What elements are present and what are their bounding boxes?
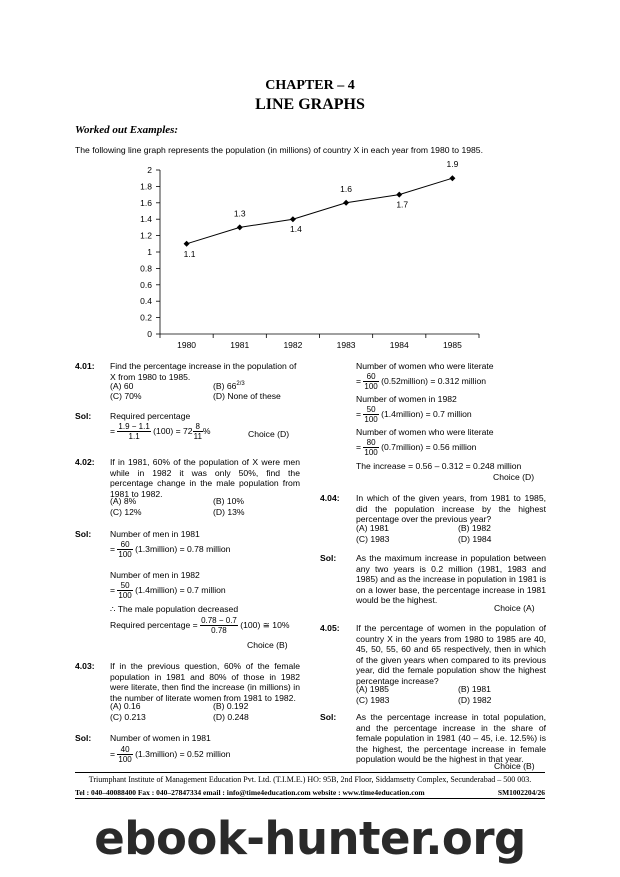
q403-number: 4.03: (75, 661, 95, 671)
q404-option-c: (C) 1983 (356, 534, 390, 544)
population-line-chart (0, 0, 620, 360)
y-tick-label: 0.4 (140, 296, 152, 307)
q401-option-b-fraction: 2/3 (236, 381, 245, 387)
q405-text: If the percentage of women in the population of country X in the years from 1980 to 1985 are 40, 45, 50, 55, 60 and 65 respectively, then in which of the given years when compared to its previous year, did the female population show the highest percentage increase? (356, 623, 546, 686)
sol405-text: As the percentage increase in total population, and the percentage increase in the share of female population in 1981 (40 – 45, i.e. 12.5%) is the highest, the percentage increase in female population would be the highest in that year. (356, 712, 546, 765)
chart-axes (160, 170, 479, 334)
q403-option-a: (A) 0.16 (110, 701, 141, 711)
q402-number: 4.02: (75, 457, 95, 467)
sol403-label: Sol: (75, 733, 92, 743)
sol402-eq2: = $\frac{50}{100}$ (1.4million) = 0.7 million (110, 581, 226, 600)
y-tick-label: 0 (147, 329, 152, 339)
sol403-line2: Number of women who were literate (356, 361, 494, 371)
q402-option-b: (B) 10% (213, 496, 245, 506)
sol402-line2: Number of men in 1982 (110, 570, 200, 580)
footer-code: SM1002204/26 (497, 788, 545, 797)
footer-contact (75, 788, 545, 797)
q404-text: In which of the given years, from 1981 to 1985, did the population increase by the highest percentage over the previous year? (356, 493, 546, 525)
sol402-line3: ∴ The male population decreased (110, 604, 239, 614)
data-point-marker (449, 175, 455, 181)
data-label: 1.1 (183, 248, 196, 259)
data-label: 1.4 (290, 224, 302, 235)
footer-rule-bottom (75, 798, 545, 799)
footer-address: Triumphant Institute of Management Education Pvt. Ltd. (T.I.M.E.) HO: 95B, 2nd Floor, Siddamsetty Complex, Secunderabad – 500 003. (88, 775, 532, 784)
sol403-line5: The increase = 0.56 – 0.312 = 0.248 million (356, 461, 522, 471)
x-tick-label: 1985 (442, 340, 462, 350)
q404-option-a: (A) 1981 (356, 523, 389, 533)
sol403-line4: Number of women who were literate (356, 427, 494, 437)
footer-rule-top (75, 772, 545, 773)
sol402-choice: Choice (B) (247, 640, 288, 650)
sol401-line1: Required percentage (110, 411, 191, 421)
y-tick-label: 1.8 (140, 181, 152, 192)
sol403-eq2: = $\frac{60}{100}$ (0.52million) = 0.312 million (356, 372, 487, 391)
sol403-eq3: = $\frac{50}{100}$ (1.4million) = 0.7 million (356, 405, 472, 424)
q401-option-b: (B) $66^{2/3}$ (213, 380, 245, 391)
q402-option-d: (D) 13% (213, 507, 245, 517)
data-label: 1.6 (340, 183, 352, 194)
sol404-text: As the maximum increase in population between any two years is 0.2 million (1981, 1983 and 1985) and as the increase in population in 1981 is on a lower base, the percentage increase in 1981 would be the highest. (356, 553, 546, 606)
y-tick-label: 1 (147, 247, 152, 257)
q403-option-d: (D) 0.248 (213, 712, 249, 722)
y-tick-label: 1.4 (140, 214, 152, 225)
q401-option-d: (D) None of these (213, 391, 281, 401)
x-tick-label: 1984 (389, 340, 409, 350)
q401-text: Find the percentage increase in the population of X from 1980 to 1985. (110, 361, 297, 382)
sol403-line3: Number of women in 1982 (356, 394, 457, 404)
y-tick-label: 1.2 (140, 230, 152, 241)
sol403-line1: Number of women in 1981 (110, 733, 211, 743)
sol402-line1: Number of men in 1981 (110, 529, 200, 539)
data-point-marker (184, 241, 190, 247)
sol405-label: Sol: (320, 712, 337, 722)
data-label: 1.3 (233, 208, 246, 219)
chart-data-labels (184, 159, 459, 259)
y-tick-label: 0.6 (140, 279, 152, 290)
watermark-text: ebook-hunter.org (94, 812, 526, 865)
y-tick-label: 2 (147, 165, 152, 175)
intro-text: The following line graph represents the population (in millions) of country X in each year from 1980 to 1985. (75, 145, 483, 155)
sol403-eq1: = $\frac{40}{100}$ (1.3million) = 0.52 million (110, 745, 231, 764)
q405-option-b: (B) 1981 (458, 684, 491, 694)
sol404-choice: Choice (A) (494, 603, 535, 613)
q405-option-d: (D) 1982 (458, 695, 492, 705)
chart-series (184, 175, 456, 247)
data-point-marker (343, 200, 349, 206)
q401-option-a: (A) 60 (110, 381, 134, 391)
x-tick-label: 1980 (177, 340, 197, 350)
footer-contact-line: Tel : 040–40088400 Fax : 040–27847334 email : info@time4education.com website : www.time4education.com (75, 788, 425, 797)
sol401-label: Sol: (75, 411, 92, 421)
q405-option-c: (C) 1983 (356, 695, 390, 705)
q403-option-b: (B) 0.192 (213, 701, 249, 711)
sol403-choice: Choice (D) (493, 472, 535, 482)
x-tick-label: 1982 (283, 340, 303, 350)
sol401-equation: = $\frac{1.9 - 1.1}{1.1}$ (100) = 72 $\frac{8}{11}$ % (110, 422, 211, 441)
data-label: 1.7 (396, 199, 409, 210)
chart-x-ticks (160, 334, 479, 350)
x-tick-label: 1983 (336, 340, 356, 350)
y-tick-label: 0.8 (140, 263, 152, 274)
q401-option-c: (C) 70% (110, 391, 142, 401)
sol403-eq4: = $\frac{80}{100}$ (0.7million) = 0.56 million (356, 438, 477, 457)
x-tick-label: 1981 (230, 340, 250, 350)
q402-option-a: (A) 8% (110, 496, 137, 506)
q402-text: If in 1981, 60% of the population of X were men while in 1982 it was only 50%, find the percentage change in the male population from 1981 to 1982. (110, 457, 300, 499)
q404-number: 4.04: (320, 493, 340, 503)
data-point-marker (290, 216, 296, 222)
q403-text: If in the previous question, 60% of the female population in 1981 and 80% of those in 1982 were literate, then find the increase (in millions) in the number of literate women from 1981 to 1982. (110, 661, 300, 703)
sol402-eq1: = $\frac{60}{100}$ (1.3million) = 0.78 million (110, 540, 231, 559)
q405-number: 4.05: (320, 623, 340, 633)
q405-option-a: (A) 1985 (356, 684, 389, 694)
sol401-choice: Choice (D) (248, 429, 290, 439)
q401-number: 4.01: (75, 361, 95, 371)
y-tick-label: 1.6 (140, 197, 152, 208)
data-point-marker (237, 224, 243, 230)
y-tick-label: 0.2 (140, 312, 152, 323)
chapter-heading: CHAPTER – 4 (265, 78, 355, 93)
q403-option-c: (C) 0.213 (110, 712, 146, 722)
q404-option-b: (B) 1982 (458, 523, 491, 533)
data-point-marker (396, 192, 402, 198)
sol402-label: Sol: (75, 529, 92, 539)
chart-y-ticks (140, 165, 160, 339)
section-heading: Worked out Examples: (75, 124, 179, 136)
q404-option-d: (D) 1984 (458, 534, 492, 544)
data-label: 1.9 (446, 159, 459, 170)
sol405-choice: Choice (B) (494, 761, 535, 771)
page-title: LINE GRAPHS (255, 96, 365, 113)
population-series-line (187, 178, 453, 244)
q402-option-c: (C) 12% (110, 507, 142, 517)
sol402-eq3: Required percentage = $\frac{0.78 - 0.7}{0.78}$ (100) ≅ 10% (110, 616, 290, 635)
sol404-label: Sol: (320, 553, 337, 563)
